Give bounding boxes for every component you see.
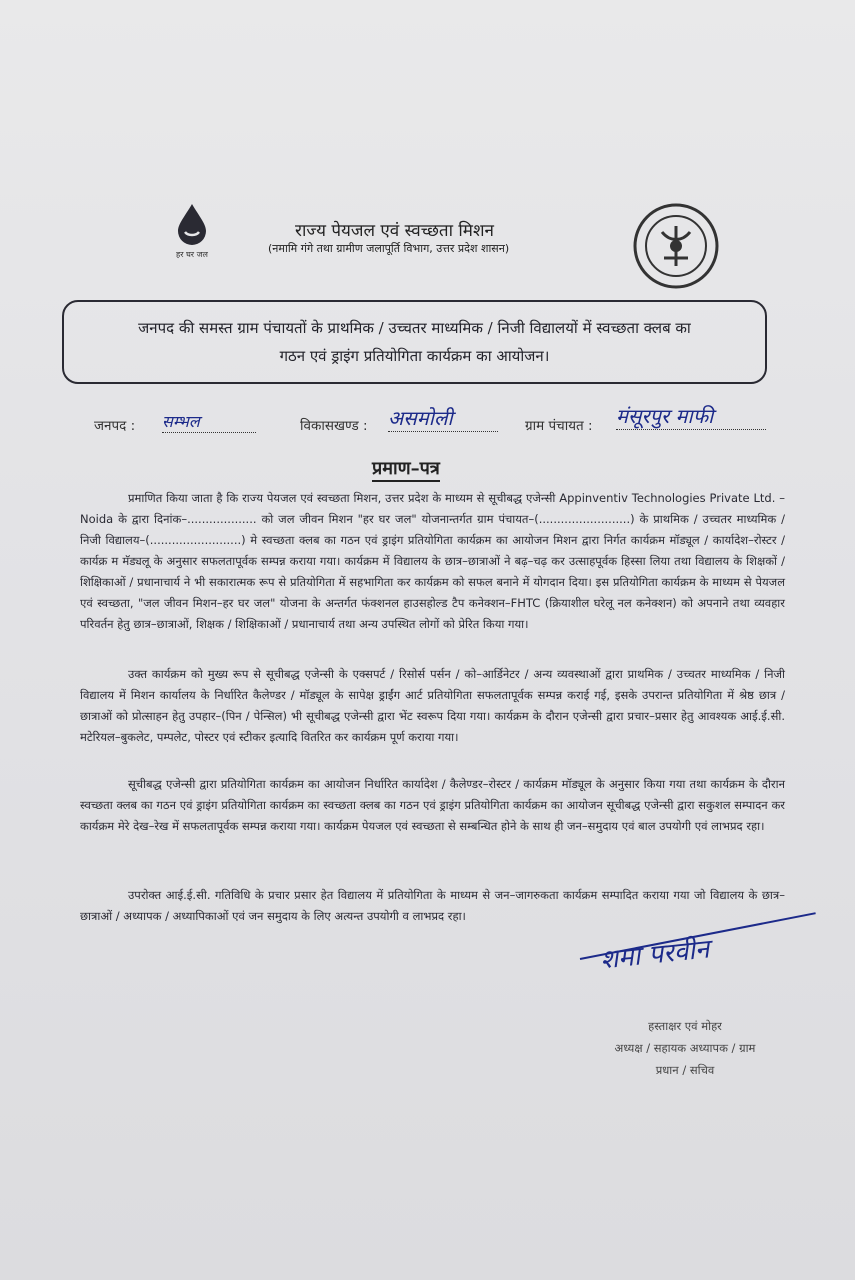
subject-line-1: जनपद की समस्त ग्राम पंचायतों के प्राथमिक / उच्चतर माध्यमिक / निजी विद्यालयों में स्वच्छता क्लब का <box>138 319 691 337</box>
signature-block <box>570 1015 800 1081</box>
org-subtitle: (नमामि गंगे तथा ग्रामीण जलापूर्ति विभाग, उत्तर प्रदेश शासन) <box>268 242 510 255</box>
panchayat-value: मंसूरपुर माफी <box>616 402 766 430</box>
signature-line-1: हस्ताक्षर एवं मोहर <box>648 1019 722 1033</box>
paragraph-2-text: उक्त कार्यक्रम को मुख्य रूप से सूचीबद्ध एजेन्सी के एक्सपर्ट / रिसोर्स पर्सन / को–आर्डिनेटर / अन्य व्यवस्थाओं द्वारा प्राथमिक / उच्चतर माध्यमिक / निजी विद्यालय में मिशन कार्यालय के निर्धारित कैलेण्डर / मॉड्यूल के सापेक्ष ड्राईंग आर्ट प्रतियोगिता सफलतापूर्वक सम्पन्न कराई गई, इसके उपरान्त प्रतियोगिता में श्रेष्ठ छात्र / छात्राओं को प्रोत्साहन हेतु उपहार–(पिन / पेन्सिल) भी सूचीबद्ध एजेन्सी द्वारा भेंट स्वरूप दिया गया। कार्यक्रम के दौरान एजेन्सी द्वारा प्रचार–प्रसार हेतु आवश्यक आई.ई.सी. मटेरियल–बुकलेट, पम्पलेट, पोस्टर एवं स्टीकर इत्यादि वितरित कर कार्यक्रम पूर्ण कराया गया। <box>80 667 785 744</box>
block-value: असमोली <box>388 404 498 432</box>
paragraph-1 <box>80 488 785 635</box>
signature-line-3: प्रधान / सचिव <box>655 1063 715 1077</box>
block-label: विकासखण्ड : <box>300 418 368 434</box>
paragraph-3 <box>80 774 785 837</box>
signature-line-2: अध्यक्ष / सहायक अध्यापक / ग्राम <box>614 1041 756 1055</box>
org-title: राज्य पेयजल एवं स्वच्छता मिशन <box>295 221 494 241</box>
up-govt-seal-icon <box>632 202 720 290</box>
handwritten-signature: शमा परवीन <box>598 934 711 976</box>
paragraph-2 <box>80 664 785 748</box>
subject-box <box>62 300 767 384</box>
har-ghar-jal-logo <box>160 202 224 280</box>
water-drop-icon <box>175 202 209 246</box>
panchayat-label: ग्राम पंचायत : <box>525 418 593 434</box>
paragraph-4-text: उपरोक्त आई.ई.सी. गतिविधि के प्रचार प्रसार हेत विद्यालय में प्रतियोगिता के माध्यम से जन–जागरुकता कार्यक्रम सम्पादित कराया गया जो विद्यालय के छात्र–छात्राओं / अध्यापक / अध्यापिकाओं एवं जन समुदाय के लिए अत्यन्त उपयोगी व लाभप्रद रहा। <box>80 888 785 923</box>
document-title: प्रमाण–पत्र <box>372 456 440 482</box>
paragraph-3-text: सूचीबद्ध एजेन्सी द्वारा प्रतियोगिता कार्यक्रम का आयोजन निर्धारित कार्यादेश / कैलेण्डर–रोस्टर / कार्यक्रम मॉड्यूल के अनुसार किया गया तथा कार्यक्रम के दौरान स्वच्छता क्लब का गठन एवं ड्राइंग प्रतियोगिता कार्यक्रम का स्वच्छता क्लब का गठन एवं ड्राइंग प्रतियोगिता कार्यक्रम का आयोजन सूचीबद्ध एजेन्सी द्वारा सकुशल सम्पादन कर कार्यक्रम मेरे देख–रेख में सफलतापूर्वक सम्पन्न कराया गया। कार्यक्रम पेयजल एवं स्वच्छता से सम्बन्धित होने के साथ ही जन–समुदाय एवं बाल उपयोगी एवं लाभप्रद रहा। <box>80 777 785 833</box>
district-value: सम्भल <box>162 410 256 433</box>
paragraph-4 <box>80 885 785 927</box>
logo-tagline: हर घर जल <box>176 250 208 259</box>
location-fields <box>0 404 855 448</box>
paragraph-1-text: प्रमाणित किया जाता है कि राज्य पेयजल एवं स्वच्छता मिशन, उत्तर प्रदेश के माध्यम से सूचीबद्ध एजेन्सी Appinventiv Technologies Private Ltd. – Noida के द्वारा दिनांक–................... को जल जीवन मिशन "हर घर जल" योजनान्तर्गत ग्राम पंचायत–(.........................) के प्राथमिक / उच्चतर माध्यमिक / निजी विद्यालय–(.........................) मे स्वच्छता क्लब का गठन एवं ड्राइंग प्रतियोगिता कार्यक्रम का आयोजन मिशन द्वारा निर्गत कार्यक्रम मॉड्यूल / कार्यादेश–रोस्टर / कार्यक्र म मॅड्यलू के अनुसार सफलतापूर्वक सम्पन्न कराया गया। कार्यक्रम में विद्यालय के छात्र–छात्राओं ने बढ़–चढ़ कर उत्साहपूर्वक हिस्सा लिया तथा विद्यालय के शिक्षकों / शिक्षिकाओं / प्रधानाचार्य ने भी सकारात्मक रूप से प्रतियोगिता में सहभागिता कर कार्यक्रम को सफल बनाने में योगदान दिया। इस प्रतियोगिता कार्यक्रम के माध्यम से पेयजल एवं स्वच्छता, "जल जीवन मिशन–हर घर जल" योजना के अन्तर्गत फंक्शनल हाउसहोल्ड टैप कनेक्शन–FHTC (क्रियाशील घरेलू नल कनेक्शन) को अपनाने तथा व्यवहार परिवर्तन हेतु छात्र–छात्राओं, शिक्षक / शिक्षिकाओं / प्रधानाचार्य तथा अन्य उपस्थित लोगों को प्रेरित किया गया। <box>80 491 785 631</box>
subject-line-2: गठन एवं ड्राइंग प्रतियोगिता कार्यक्रम का आयोजन। <box>279 347 550 365</box>
district-label: जनपद : <box>94 418 136 434</box>
